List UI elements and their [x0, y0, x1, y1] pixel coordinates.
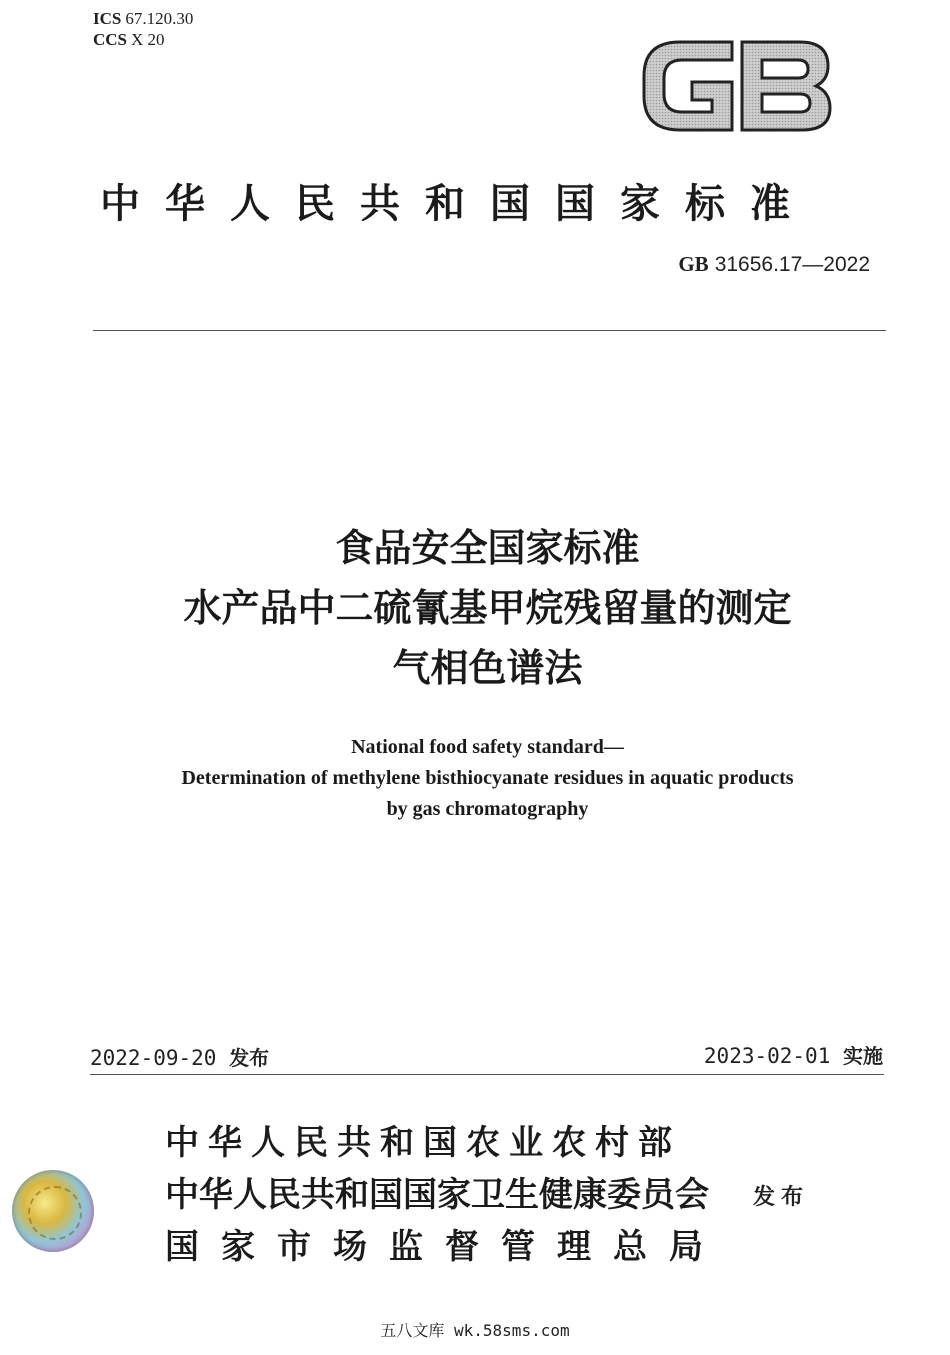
footer-watermark: 五八文库 wk.58sms.com — [380, 1321, 570, 1340]
standard-number — [678, 252, 870, 277]
chinese-title — [0, 518, 950, 698]
english-title-line-3: by gas chromatography — [386, 798, 589, 820]
top-divider — [93, 330, 886, 331]
chinese-title-line-1: 食品安全国家标准 — [335, 526, 640, 570]
publish-date — [90, 1042, 269, 1071]
ics-row — [93, 8, 193, 29]
publish-date-value: 2022-09-20 — [90, 1046, 217, 1070]
classification-codes — [93, 8, 193, 50]
hologram-seal-inner — [28, 1186, 82, 1240]
ics-label: ICS — [93, 9, 122, 28]
issuer-2: 中华人民共和国国家卫生健康委员会 — [165, 1175, 709, 1215]
hologram-seal-icon — [12, 1170, 94, 1252]
issue-verb: 发布 — [753, 1185, 810, 1210]
english-title-line-2: Determination of methylene bisthiocyanate residues in aquatic products — [181, 767, 794, 789]
ccs-row — [93, 29, 193, 50]
chinese-title-line-3: 气相色谱法 — [392, 646, 583, 690]
ccs-code: X 20 — [131, 30, 165, 49]
implement-date — [704, 1040, 883, 1069]
issuer-1: 中华人民共和国农业农村部 — [165, 1123, 681, 1163]
publish-date-label: 发布 — [229, 1046, 270, 1070]
ccs-label: CCS — [93, 30, 128, 49]
country-standard-title: 中华人民共和国国家标准 — [100, 180, 815, 227]
ics-code: 67.120.30 — [125, 9, 194, 28]
implement-date-value: 2023-02-01 — [703, 1044, 831, 1068]
chinese-title-line-2: 水产品中二硫氰基甲烷残留量的测定 — [183, 586, 792, 630]
english-title-line-1: National food safety standard— — [351, 736, 624, 758]
issuing-authorities — [165, 1117, 725, 1273]
implement-date-label: 实施 — [843, 1044, 883, 1068]
standard-number-prefix: GB — [678, 252, 709, 276]
gb-logo — [640, 36, 835, 136]
issuer-3: 国家市场监督管理总局 — [165, 1227, 725, 1267]
english-title — [0, 732, 950, 825]
bottom-divider — [90, 1074, 884, 1075]
standard-number-value: 31656.17—2022 — [714, 253, 870, 276]
